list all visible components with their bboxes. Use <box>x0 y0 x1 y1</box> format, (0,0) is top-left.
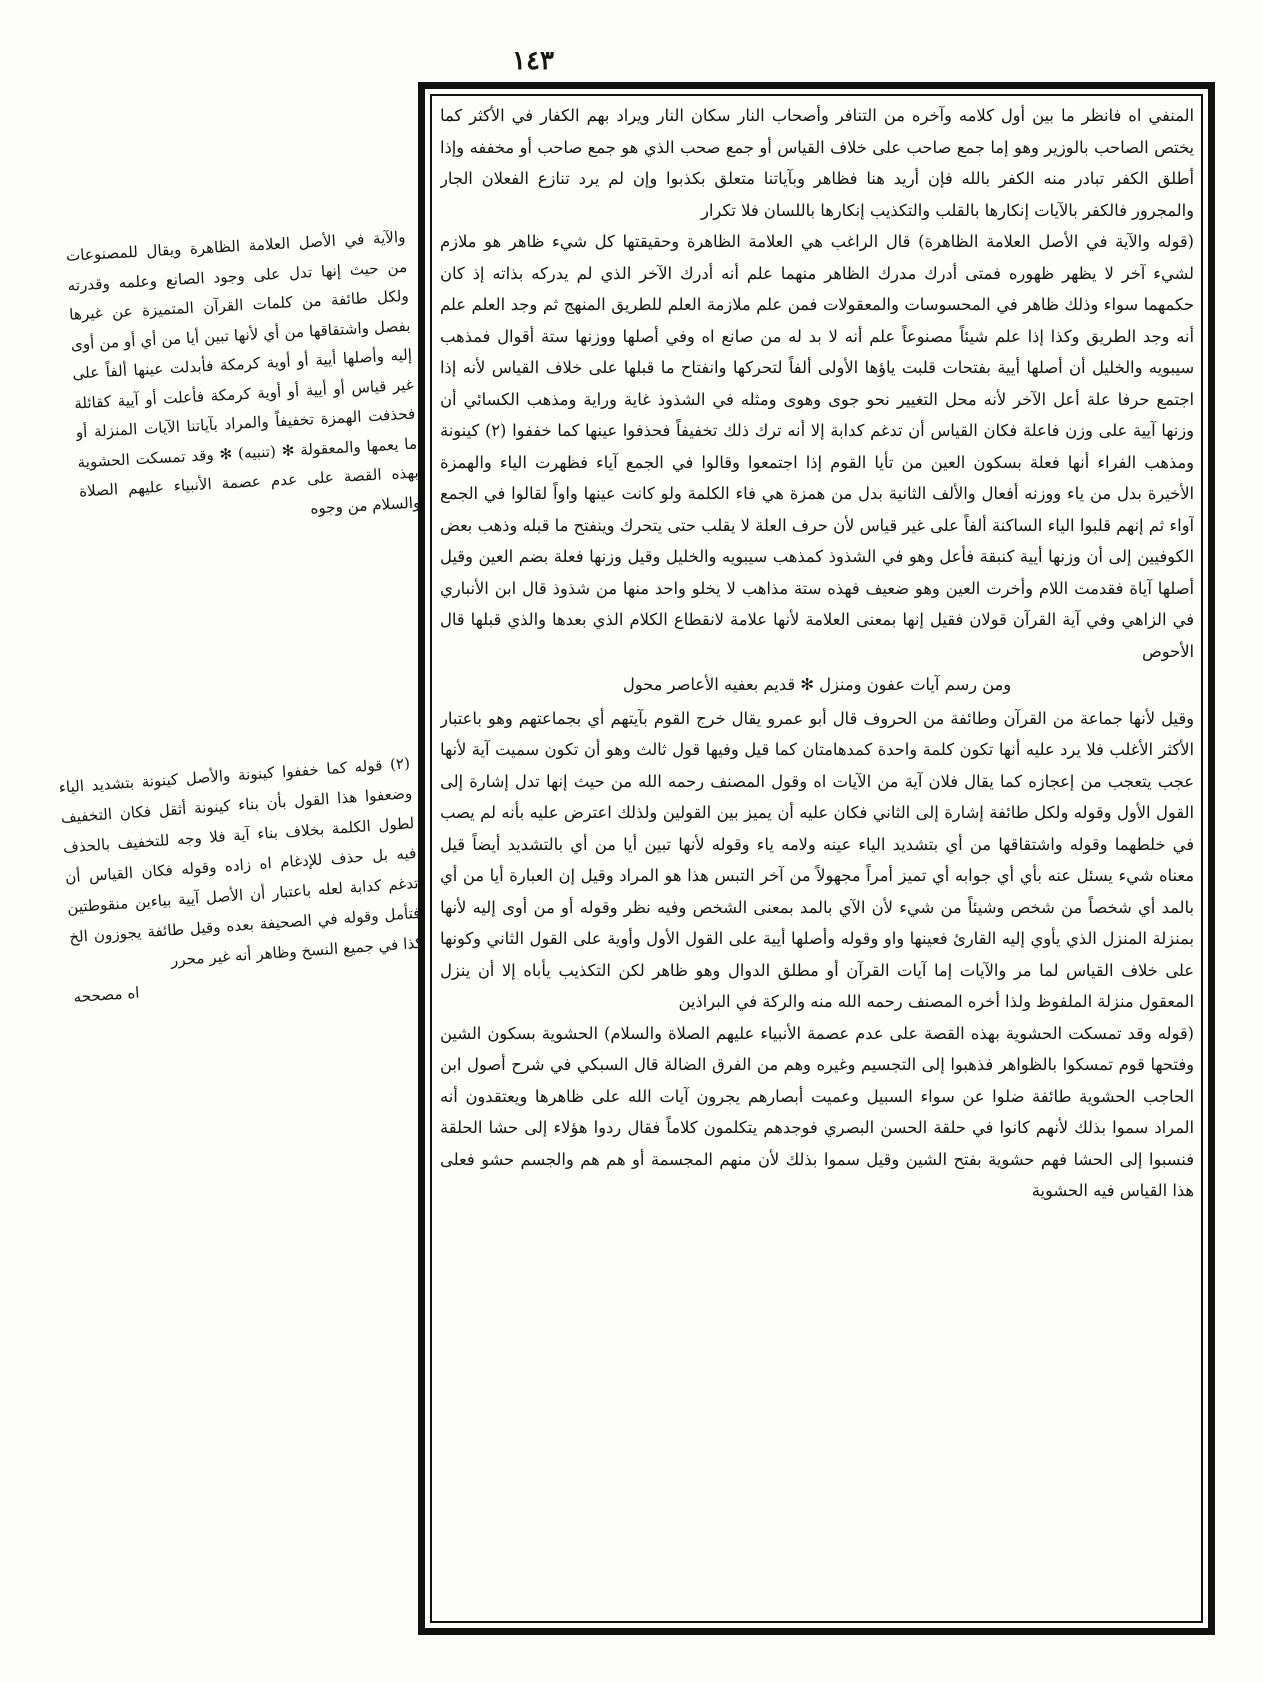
main-paragraph: وقيل لأنها جماعة من القرآن وطائفة من الحروف قال أبو عمرو يقال خرج القوم بآيتهم أي بجماعتهم وهو باعتبار الأكثر الأغلب فلا يرد عليه أنها تكون كلمة واحدة كمدهامتان كما قيل وفيها قول ثالث وهو أن تكون سميت آية لأنها عجب يتعجب من إعجازه كما يقال فلان آية من الآيات اه وقول المصنف رحمه الله من حيث إنها تدل إشارة إلى القول الأول وقوله ولكل طائفة إشارة إلى الثاني فكان عليه أن يميز بين القولين ولذلك اعترض عليه بأنه لم يصب في خلطهما وقوله واشتقاقها من أي بتشديد الياء عينه ولامه ياء وقوله لأنها تبين أيا من أي بالتشديد أيضاً قيل معناه شيء يسئل عنه بأي أي جوابه أي تميز أمراً مجهولاً من آخر التبس هذا هو المراد وقيل إن العبارة أيا من أي بالمد أي شخصاً من شخص وشيئاً من شيء لأن الآي بالمد بمعنى الشخص وفيه نظر وقوله أو من أوى إليه لأنها بمنزلة المنزل الذي يأوي إليه القارئ فعينها واو وقوله وأصلها أيية على القول الأول وأوية على القول الثاني وكونها على خلاف القياس لما مر والآيات إما آيات القرآن أو مطلق الدوال وهو ظاهر لكن التكذيب يأباه إلا أن ينزل المعقول منزلة الملفوظ ولذا أخره المصنف رحمه الله منه والركة في البراذين <box>440 708 1194 1011</box>
poetry-verse: ومن رسم آيات عفون ومنزل ✻ قديم بعفيه الأعاصر محول <box>622 675 1012 694</box>
main-text-body <box>440 100 1194 1616</box>
margin-note-base-text <box>65 223 431 711</box>
margin-note-text: والآية في الأصل العلامة الظاهرة ويقال للمصنوعات من حيث إنها تدل على وجود الصانع وعلمه وقدرته ولكل طائفة من كلمات القرآن المتميزة عن غيرها بفصل واشتقاقها من أي لأنها تبين أيا من أي أو من أوى إليه وأصلها أيية أو أوية كرمكة فأبدلت عينها ألفاً على غير قياس أو أيية أو أوية كرمكة فأعلت أو آيية كقائلة فحذفت الهمزة تخفيفاً والمراد بآياتنا الآيات المنزلة أو ما يعمها والمعقولة ✻ (تنبيه) ✻ وقد تمسكت الحشوية بهذه القصة على عدم عصمة الأنبياء عليهم الصلاة والسلام من وجوه <box>65 227 421 518</box>
page-number: ١٤٣ <box>512 46 554 76</box>
margin-note-text: (٢) قوله كما خففوا كينونة والأصل كينونة بتشديد الياء وضعفوا هذا القول بأن بناء كينونة أثقل فكان التخفيف لطول الكلمة بخلاف بناء آية فلا وجه للتخفيف بالحذف فيه بل حذف للإدغام اه زاده وقوله فكان القياس أن تدغم كدابة لعله باعتبار أن الأصل آيية بياءين منقوطتين فتأمل وقوله في الصحيفة بعده وقيل طائفة يجوزون الخ كذا في جميع النسخ وظاهر أنه غير محرر <box>58 754 424 970</box>
margin-note-footnote <box>58 748 438 1192</box>
main-paragraph: (قوله وقد تمسكت الحشوية بهذه القصة على عدم عصمة الأنبياء عليهم الصلاة والسلام) الحشوية بسكون الشين وفتحها قوم تمسكوا بالظواهر فذهبوا إلى التجسيم وغيره وهم من الفرق الضالة قال السبكي في شرح أصول ابن الحاجب الحشوية طائفة ضلوا عن سواء السبيل وعميت أبصارهم يجرون آيات الله على ظاهرها ويعتقدون أنه المراد سموا بذلك لأنهم كانوا في حلقة الحسن البصري فوجدهم يتكلمون كلاماً فقال ردوا هؤلاء إلى حشا الحلقة فنسبوا إلى الحشا فهم حشوية بفتح الشين وقيل سموا بذلك لأن منهم المجسمة أو هم هم والجسم حشو فعلى هذا القياس فيه الحشوية <box>440 1023 1194 1200</box>
margin-note-signature: اه مصححه <box>72 983 141 1007</box>
main-paragraph: المنفي اه فانظر ما بين أول كلامه وآخره من التنافر وأصحاب النار سكان النار ويراد بهم الكفار في الأكثر كما يختص الصاحب بالوزير وهو إما جمع صاحب على خلاف القياس أو جمع صحب الذي هو جمع صاحب أو مخففه وإذا أطلق الكفر تبادر منه الكفر بالله فإن أريد هنا فظاهر وبآياتنا متعلق بكذبوا وإن لم يرد تنازع الفعلان الجار والمجرور فالكفر بالآيات إنكارها بالقلب والتكذيب إنكارها باللسان فلا تكرار <box>440 106 1194 220</box>
main-paragraph: (قوله والآية في الأصل العلامة الظاهرة) قال الراغب هي العلامة الظاهرة وحقيقتها كل شيء ظاهر هو ملازم لشيء آخر لا يظهر ظهوره فمتى أدرك مدرك الظاهر منهما علم أنه أدرك الآخر الذي لم يدركه بذاته إذ كان حكمهما سواء وذلك ظاهر في المحسوسات والمعقولات فمن علم ملازمة العلم للطريق المنهج ثم وجد العلم علم أنه وجد الطريق وكذا إذا علم شيئاً مصنوعاً علم أنه لا بد له من صانع اه وفي أصلها ووزنها ستة أقوال فمذهب سيبويه والخليل أن أصلها أيية بفتحات قلبت ياؤها الأولى ألفاً لتحركها وانفتاح ما قبلها على خلاف القياس لأنه إذا اجتمع حرفا علة أعل الآخر لأنه محل التغيير نحو جوى وهوى ومثله في الشذوذ غاية وراية ومذهب الكسائي أن وزنها آيية على وزن فاعلة فكان القياس أن تدغم كدابة إلا أنه ترك ذلك تخفيفاً فحذفوا عينها كما خففوا (٢) كينونة ومذهب الفراء أنها فعلة بسكون العين من تأيا القوم إذا اجتمعوا وقالوا في الجمع آياء فظهرت الياء والهمزة الأخيرة بدل من ياء ووزنه أفعال والألف الثانية بدل من همزة هي فاء الكلمة ولو كانت عينها واواً لقالوا في الجمع آواء ثم إنهم قلبوا الياء الساكنة ألفاً على غير قياس لأن حرف العلة لا يقلب حتى يتحرك وينفتح ما قبله وذهب بعض الكوفيين إلى أن وزنها أيية كنبقة فأعل وهو في الشذوذ كمذهب سيبويه والخليل وقيل وزنها فعلة بضم العين وقيل أصلها آياة فقدمت اللام وأخرت العين وهو ضعيف فهذه ستة مذاهب لا يخلو واحد منها من شذوذ قال ابن الأنباري في الزاهي وفي آية القرآن قولان فقيل إنها بمعنى العلامة لأنها علامة لانقطاع الكلام الذي بعدها والذي قبلها قال الأحوص <box>440 232 1194 661</box>
